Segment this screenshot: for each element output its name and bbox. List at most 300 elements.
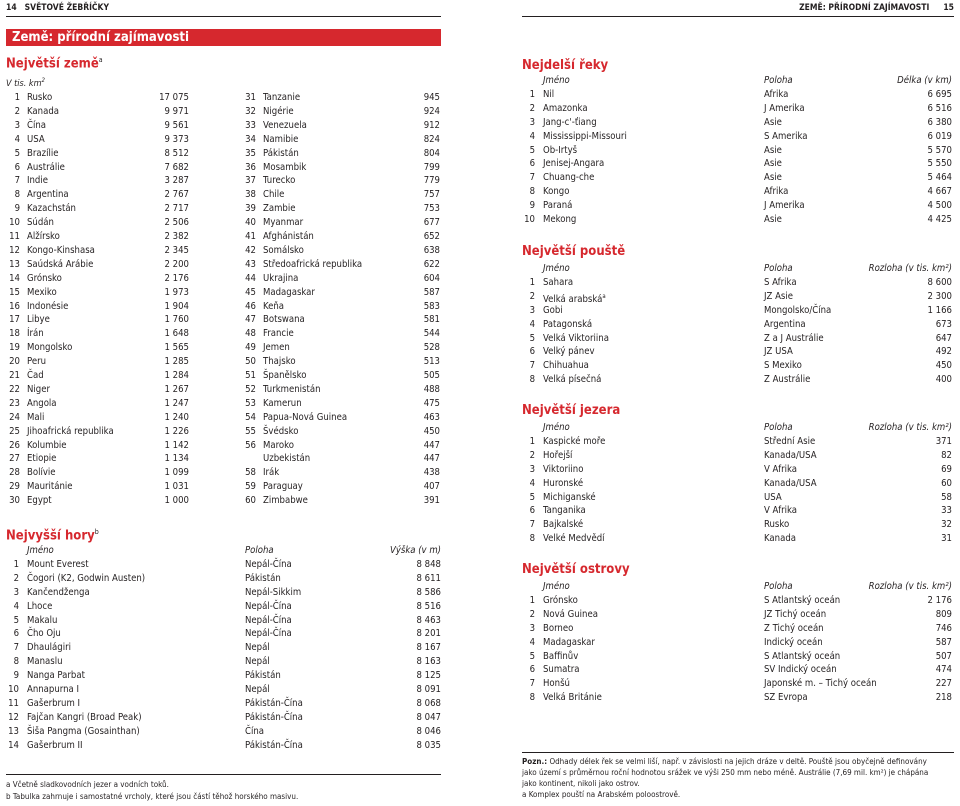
area-value: 1 284 <box>164 370 189 381</box>
item-value: 8 586 <box>416 586 441 598</box>
header-value: Délka (v km) <box>897 75 952 86</box>
item-value: 8 035 <box>416 739 441 751</box>
country-name: Zambie <box>263 203 296 215</box>
country-name: Pákistán <box>263 147 299 159</box>
item-value: 8 463 <box>416 614 441 626</box>
rank: 3 <box>14 119 20 131</box>
rank: 21 <box>9 370 20 381</box>
area-value: 447 <box>423 453 440 465</box>
rank: 7 <box>529 172 535 184</box>
item-location: S Amerika <box>764 130 808 142</box>
header-location: Poloha <box>764 263 793 274</box>
rank: 36 <box>245 161 256 173</box>
item-name: Sumatra <box>543 664 580 676</box>
country-name: Chile <box>263 189 285 201</box>
item-value: 8 848 <box>416 558 441 570</box>
item-location: Asie <box>764 144 782 156</box>
rank: 39 <box>245 203 256 215</box>
rank: 5 <box>529 332 535 344</box>
item-name: Manaslu <box>27 656 63 668</box>
item-location: JZ Tichý oceán <box>764 608 827 620</box>
country-name: Botswana <box>263 314 305 326</box>
item-location: Asie <box>764 172 782 184</box>
running-header <box>0 0 960 14</box>
item-location: Pákistán-Čína <box>245 697 303 709</box>
item-value: 58 <box>941 491 952 503</box>
area-value: 2 506 <box>164 217 189 229</box>
countries-title: Největší země$^a$ <box>6 56 103 72</box>
item-name: Amazonka <box>543 102 588 114</box>
rank: 6 <box>529 664 535 676</box>
country-name: Brazílie <box>27 147 59 159</box>
rank: 7 <box>14 175 20 187</box>
footnote-marker: a <box>602 292 606 300</box>
rank: 1 <box>529 435 535 447</box>
item-value: 82 <box>941 449 952 461</box>
item-location: Z Austrálie <box>764 374 811 386</box>
area-value: 17 075 <box>159 92 189 103</box>
item-name: Gašerbrum I <box>27 697 81 709</box>
rank: 4 <box>529 318 535 330</box>
item-location: Střední Asie <box>764 435 816 447</box>
area-value: 1 904 <box>164 300 189 312</box>
item-value: 450 <box>935 360 952 372</box>
item-name: Madagaskar <box>543 636 595 648</box>
area-value: 1 285 <box>164 356 189 368</box>
rank: 2 <box>529 608 535 620</box>
area-value: 447 <box>423 439 440 451</box>
rank: 43 <box>245 258 256 270</box>
rank: 8 <box>529 186 535 198</box>
item-value: 5 570 <box>927 144 952 156</box>
rank: 6 <box>529 346 535 358</box>
rank: 3 <box>529 463 535 475</box>
rank: 3 <box>529 622 535 634</box>
item-location: Indický oceán <box>764 636 823 648</box>
item-value: 5 464 <box>927 172 952 184</box>
rank: 2 <box>529 102 535 114</box>
item-value: 6 516 <box>927 102 952 114</box>
item-location: USA <box>764 491 782 503</box>
rank: 28 <box>9 467 20 479</box>
country-name: Uzbekistán <box>263 453 311 465</box>
note-text: Pozn.: Odhady délek řek se velmi liší, např. v závislosti na jejich dráze v deltě. Pouště jsou obyčejně definovány jako území s průměrnou roční hodnotou srážek ve výši 250 mm nebo méně. Austrálie (7,69 mil. km²) je chápána jako kontinent, nikoli jako ostrov. <box>522 757 929 788</box>
country-name: Myanmar <box>263 217 304 229</box>
running-title-left: SVĚTOVÉ ŽEBŘÍČKY <box>24 3 110 13</box>
area-value: 652 <box>423 231 440 242</box>
country-name: Madagaskar <box>263 286 315 298</box>
footnote-b: b Tabulka zahrnuje i samostatné vrcholy, které jsou částí těhož horského masivu. <box>6 792 299 801</box>
item-location: Asie <box>764 158 782 170</box>
area-value: 581 <box>423 314 440 326</box>
country-name: Namibie <box>263 133 299 145</box>
rank: 58 <box>245 467 256 479</box>
rank: 6 <box>529 505 535 517</box>
item-value: 218 <box>935 692 952 704</box>
area-value: 1 565 <box>164 342 189 354</box>
rank: 5 <box>13 614 19 626</box>
country-name: Grónsko <box>27 272 62 284</box>
area-value: 3 287 <box>164 175 189 187</box>
rank: 8 <box>13 656 19 668</box>
rank: 52 <box>245 383 256 395</box>
rank: 8 <box>529 533 535 545</box>
item-location: Nepál-Čína <box>245 600 292 612</box>
item-name: Viktoriino <box>543 463 584 475</box>
country-name: Saúdská Arábie <box>27 258 94 270</box>
item-location: Asie <box>764 214 782 225</box>
item-location: V Afrika <box>764 463 797 475</box>
country-name: Kazachstán <box>27 203 76 215</box>
country-name: Afghánistán <box>263 231 314 242</box>
item-name: Nil <box>543 88 555 100</box>
rank: 48 <box>245 328 256 340</box>
area-value: 2 200 <box>164 258 189 270</box>
country-name: Maroko <box>263 439 294 451</box>
item-value: 4 667 <box>927 186 952 198</box>
item-name: Nanga Parbat <box>27 670 85 682</box>
area-value: 924 <box>423 105 440 117</box>
country-name: Angola <box>27 397 57 409</box>
rank: 8 <box>529 374 535 386</box>
area-value: 583 <box>423 300 440 312</box>
item-value: 69 <box>941 463 952 475</box>
rank: 7 <box>529 678 535 690</box>
area-value: 8 512 <box>164 147 189 159</box>
item-name: Nová Guinea <box>543 608 598 620</box>
rank: 59 <box>245 481 256 493</box>
item-name: Ob-Irtyš <box>543 144 578 156</box>
header-name: Jméno <box>543 422 570 433</box>
area-value: 1 247 <box>164 397 189 409</box>
area-value: 1 142 <box>164 439 189 451</box>
item-name: Annapurna I <box>27 684 79 695</box>
country-name: Rusko <box>27 92 53 103</box>
area-value: 1 648 <box>164 328 189 340</box>
rank: 2 <box>529 449 535 461</box>
rank: 41 <box>245 231 256 242</box>
area-value: 2 717 <box>164 203 189 215</box>
rank: 29 <box>9 481 20 493</box>
mountains-title: Nejvyšší hory$^b$ <box>6 528 99 544</box>
item-location: SV Indický oceán <box>764 664 837 676</box>
note-block <box>522 756 942 800</box>
item-location: J Amerika <box>764 200 805 212</box>
rank: 50 <box>245 356 256 368</box>
item-location: Afrika <box>764 186 789 198</box>
area-value: 438 <box>423 467 440 479</box>
area-value: 779 <box>423 175 440 187</box>
area-value: 488 <box>423 383 440 395</box>
header-rule-left <box>6 16 441 17</box>
item-location: Kanada <box>764 533 796 545</box>
country-name: Indie <box>27 175 48 187</box>
rank: 18 <box>9 328 20 340</box>
country-name: Švédsko <box>263 425 299 437</box>
item-value: 809 <box>935 608 952 620</box>
area-value: 7 682 <box>164 161 189 173</box>
rank: 25 <box>9 425 20 437</box>
country-name: Alžírsko <box>27 231 60 242</box>
item-name: Honšú <box>543 678 570 690</box>
item-name: Chuang-che <box>543 172 595 184</box>
item-location: SZ Evropa <box>764 692 808 704</box>
rank: 9 <box>529 200 535 212</box>
page-number-left: 14 <box>6 3 17 13</box>
rank: 56 <box>245 439 256 451</box>
country-name: Thajsko <box>263 356 296 368</box>
rank: 6 <box>529 158 535 170</box>
rank: 7 <box>529 519 535 531</box>
item-name: Grónsko <box>543 594 578 606</box>
header-location: Poloha <box>764 422 793 433</box>
item-value: 31 <box>941 533 952 545</box>
rank: 4 <box>14 133 20 145</box>
rank: 1 <box>529 276 535 288</box>
item-location: Afrika <box>764 88 789 100</box>
rank: 5 <box>529 144 535 156</box>
area-value: 799 <box>423 161 440 173</box>
country-name: Libye <box>27 314 50 326</box>
item-value: 746 <box>935 622 952 634</box>
item-name: Čho Oju <box>27 628 61 640</box>
area-value: 505 <box>423 370 440 381</box>
item-name: Paraná <box>543 200 573 212</box>
area-value: 1 000 <box>164 495 189 507</box>
item-location: Pákistán <box>245 572 281 584</box>
page-number-right: 15 <box>943 3 954 13</box>
rank: 4 <box>529 477 535 489</box>
rank: 45 <box>245 286 256 298</box>
item-value: 60 <box>941 477 952 489</box>
country-name: Írán <box>27 328 44 340</box>
rank: 42 <box>245 244 256 256</box>
country-name: Peru <box>27 356 47 368</box>
item-name: Baffinův <box>543 650 579 662</box>
header-location: Poloha <box>245 545 274 556</box>
rank: 3 <box>529 304 535 316</box>
area-value: 1 226 <box>164 425 189 437</box>
area-value: 604 <box>423 272 440 284</box>
rank: 51 <box>245 370 256 381</box>
rank: 20 <box>9 356 20 368</box>
rank: 3 <box>529 116 535 128</box>
item-location: Nepál <box>245 656 270 668</box>
header-value: Rozloha (v tis. km²) <box>868 581 952 592</box>
item-value: 2 300 <box>927 290 952 302</box>
country-name: USA <box>27 133 45 145</box>
header-name: Jméno <box>543 75 570 86</box>
rank: 23 <box>9 397 20 409</box>
item-location: S Atlantský oceán <box>764 594 841 606</box>
rank: 53 <box>245 397 256 409</box>
section-banner: Země: přírodní zajímavosti <box>6 29 441 46</box>
item-value: 6 019 <box>927 130 952 142</box>
rank: 13 <box>8 725 19 737</box>
footnote-a: a Včetně sladkovodních jezer a vodních toků. <box>6 780 169 789</box>
area-value: 1 134 <box>164 453 189 465</box>
item-value: 8 516 <box>416 600 441 612</box>
area-value: 1 031 <box>164 481 189 493</box>
item-name: Bajkalské <box>543 519 584 531</box>
item-name: Fajčan Kangri (Broad Peak) <box>27 711 142 723</box>
rank: 10 <box>524 214 535 225</box>
header-value: Rozloha (v tis. km²) <box>868 422 952 433</box>
rank: 38 <box>245 189 256 201</box>
rank: 4 <box>13 600 19 612</box>
item-value: 673 <box>935 318 952 330</box>
country-name: Ukrajina <box>263 272 299 284</box>
item-value: 8 163 <box>416 656 441 668</box>
item-value: 5 550 <box>927 158 952 170</box>
item-name: Velká písečná <box>543 374 602 386</box>
rank: 7 <box>13 642 19 654</box>
item-name: Kaspické moře <box>543 435 606 447</box>
header-name: Jméno <box>543 263 570 274</box>
area-value: 528 <box>423 342 440 354</box>
rank: 26 <box>9 439 20 451</box>
country-name: Španělsko <box>263 370 307 381</box>
country-name: Kanada <box>27 105 59 117</box>
rank: 34 <box>245 133 256 145</box>
area-value: 677 <box>423 217 440 229</box>
area-value: 9 373 <box>164 133 189 145</box>
item-name: Hořejší <box>543 449 573 461</box>
country-name: Somálsko <box>263 244 304 256</box>
country-name: Středoafrická republika <box>263 258 363 270</box>
footnote-rule <box>6 774 441 775</box>
area-value: 912 <box>423 119 440 131</box>
item-name: Sahara <box>543 276 574 288</box>
rank: 1 <box>13 558 19 570</box>
item-value: 6 380 <box>927 116 952 128</box>
country-name: Kongo-Kinshasa <box>27 244 95 256</box>
item-name: Kongo <box>543 186 570 198</box>
item-value: 8 068 <box>416 697 441 709</box>
country-name: Etiopie <box>27 453 57 465</box>
item-location: Pákistán-Čína <box>245 739 303 751</box>
item-name: Lhoce <box>27 600 53 612</box>
rank: 10 <box>8 684 19 695</box>
item-name: Patagonská <box>543 318 593 330</box>
rank: 40 <box>245 217 256 229</box>
item-location: Asie <box>764 116 782 128</box>
header-rule-right <box>522 16 954 17</box>
area-value: 407 <box>423 481 440 493</box>
area-value: 757 <box>423 189 440 201</box>
item-name: Velká Británie <box>543 692 602 704</box>
item-location: S Mexiko <box>764 360 802 372</box>
islands-title: Největší ostrovy <box>522 562 630 577</box>
item-name: Jenisej-Angara <box>543 158 605 170</box>
item-value: 2 176 <box>927 594 952 606</box>
item-value: 227 <box>935 678 952 690</box>
area-value: 1 760 <box>164 314 189 326</box>
country-name: Egypt <box>27 495 52 507</box>
area-value: 587 <box>423 286 440 298</box>
country-name: Papua-Nová Guinea <box>263 411 348 423</box>
item-name: Velká arabská$^a$ <box>543 292 606 305</box>
item-value: 32 <box>941 519 952 531</box>
rank: 8 <box>14 189 20 201</box>
area-value: 475 <box>423 397 440 409</box>
country-name: Venezuela <box>263 119 307 131</box>
item-value: 8 201 <box>416 628 441 640</box>
country-name: Mongolsko <box>27 342 73 354</box>
rank: 49 <box>245 342 256 354</box>
header-location: Poloha <box>764 75 793 86</box>
item-value: 8 091 <box>416 684 441 695</box>
country-name: Súdán <box>27 217 54 229</box>
rank: 37 <box>245 175 256 187</box>
header-location: Poloha <box>764 581 793 592</box>
item-name: Michiganské <box>543 491 596 503</box>
country-name: Turecko <box>263 175 296 187</box>
item-location: JZ USA <box>764 346 793 358</box>
area-value: 1 099 <box>164 467 189 479</box>
item-value: 474 <box>935 664 952 676</box>
rank: 2 <box>13 572 19 584</box>
item-name: Huronské <box>543 477 584 489</box>
rank: 12 <box>8 711 19 723</box>
rank: 17 <box>9 314 20 326</box>
rank: 10 <box>9 217 20 229</box>
item-value: 8 125 <box>416 670 441 682</box>
country-name: Tanzanie <box>263 92 301 103</box>
rank: 35 <box>245 147 256 159</box>
area-value: 544 <box>423 328 440 340</box>
country-name: Zimbabwe <box>263 495 308 507</box>
rank: 46 <box>245 300 256 312</box>
item-value: 6 695 <box>927 88 952 100</box>
rank: 55 <box>245 425 256 437</box>
item-location: Nepál <box>245 642 270 654</box>
item-name: Dhaulágiri <box>27 642 71 654</box>
rank: 32 <box>245 105 256 117</box>
area-value: 622 <box>423 258 440 270</box>
item-location: Čína <box>245 725 264 737</box>
item-value: 587 <box>935 636 952 648</box>
rank: 30 <box>9 495 20 507</box>
area-value: 450 <box>423 425 440 437</box>
deserts-title: Největší pouště <box>522 244 626 259</box>
country-name: Nigérie <box>263 105 294 117</box>
area-value: 2 767 <box>164 189 189 201</box>
item-location: Nepál <box>245 684 270 695</box>
header-name: Jméno <box>27 545 54 556</box>
countries-unit: V tis. $km^2$ <box>6 77 45 89</box>
rank: 6 <box>13 628 19 640</box>
rank: 1 <box>14 92 20 103</box>
country-name: Kolumbie <box>27 439 67 451</box>
rivers-title: Nejdelší řeky <box>522 58 609 73</box>
rank: 12 <box>9 244 20 256</box>
item-value: 371 <box>935 435 952 447</box>
country-name: Čína <box>27 119 46 131</box>
rank: 5 <box>529 491 535 503</box>
item-value: 8 046 <box>416 725 441 737</box>
rank: 2 <box>529 290 535 302</box>
item-location: Kanada/USA <box>764 477 817 489</box>
item-value: 8 047 <box>416 711 441 723</box>
rank: 8 <box>529 692 535 704</box>
rank: 5 <box>529 650 535 662</box>
item-location: JZ Asie <box>764 290 794 302</box>
item-location: Nepál-Čína <box>245 628 292 640</box>
item-name: Mount Everest <box>27 558 89 570</box>
item-name: Gašerbrum II <box>27 739 83 751</box>
item-name: Velké Medvědí <box>543 533 605 545</box>
